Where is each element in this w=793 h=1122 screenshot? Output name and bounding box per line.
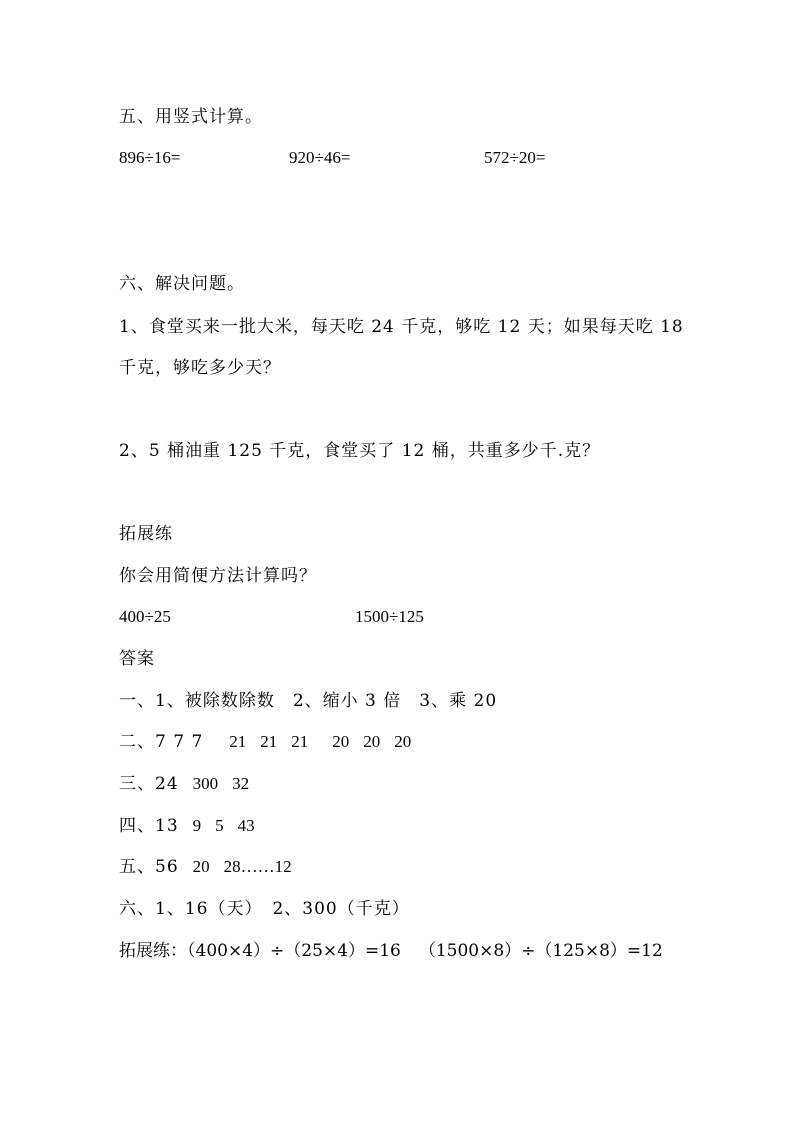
answer-2-value: 21	[260, 732, 278, 751]
answer-4-value: 5	[215, 816, 224, 835]
extension-prompt: 你会用简便方法计算吗？	[119, 566, 317, 586]
answer-row-4	[119, 815, 255, 837]
answer-4-value: 43	[237, 816, 255, 835]
section6-question-1-line-1: 1、食堂买来一批大米，每天吃 24 千克，够吃 12 天；如果每天吃 18	[119, 317, 684, 337]
answer-4-value: 9	[192, 816, 202, 835]
section5-problem-1: 896÷16=	[119, 148, 181, 167]
answer-extension-part-2: （1500×8）÷（125×8）=12	[418, 941, 663, 961]
extension-heading: 拓展练	[119, 524, 173, 544]
section6-heading: 六、解决问题。	[119, 274, 245, 294]
extension-problem-1: 400÷25	[119, 607, 171, 626]
extension-problem-2: 1500÷125	[355, 607, 424, 626]
answer-2-value: 21	[229, 732, 247, 751]
answer-5-prefix: 五、56	[119, 857, 179, 877]
answer-3-value: 32	[232, 774, 250, 793]
answer-3-value: 300	[192, 774, 219, 793]
answer-2-prefix: 二、7 7 7	[119, 732, 204, 752]
answer-row-5	[119, 856, 292, 878]
section5-problem-3: 572÷20=	[484, 148, 546, 167]
answers-heading: 答案	[119, 649, 155, 669]
answer-6-part-2: 2、300（千克）	[272, 899, 410, 919]
answer-row-1	[119, 690, 497, 712]
answer-2-value: 21	[291, 732, 309, 751]
answer-row-3	[119, 773, 249, 795]
answer-2-value: 20	[394, 732, 412, 751]
section5-heading: 五、用竖式计算。	[119, 107, 263, 127]
section6-question-1-line-2: 千克，够吃多少天？	[119, 358, 281, 378]
answer-1-part-1: 一、1、被除数除数	[119, 691, 275, 711]
answer-2-value: 20	[332, 732, 350, 751]
answer-5-value: 20	[192, 857, 210, 876]
answer-row-6	[119, 898, 410, 920]
answer-1-part-3: 3、乘 20	[419, 691, 498, 711]
answer-6-part-1: 六、1、16（天）	[119, 899, 263, 919]
section6-question-2: 2、5 桶油重 125 千克，食堂买了 12 桶，共重多少千.克？	[119, 441, 601, 461]
answer-3-prefix: 三、24	[119, 774, 179, 794]
answer-5-value: 28……12	[223, 857, 292, 876]
answer-row-extension	[119, 940, 663, 962]
answer-1-part-2: 2、缩小 3 倍	[292, 691, 402, 711]
answer-2-value: 20	[363, 732, 381, 751]
section5-problem-2: 920÷46=	[289, 148, 351, 167]
answer-row-2	[119, 731, 411, 753]
answer-extension-part-1: 拓展练：（400×4）÷（25×4）=16	[119, 941, 401, 961]
answer-4-prefix: 四、13	[119, 816, 179, 836]
